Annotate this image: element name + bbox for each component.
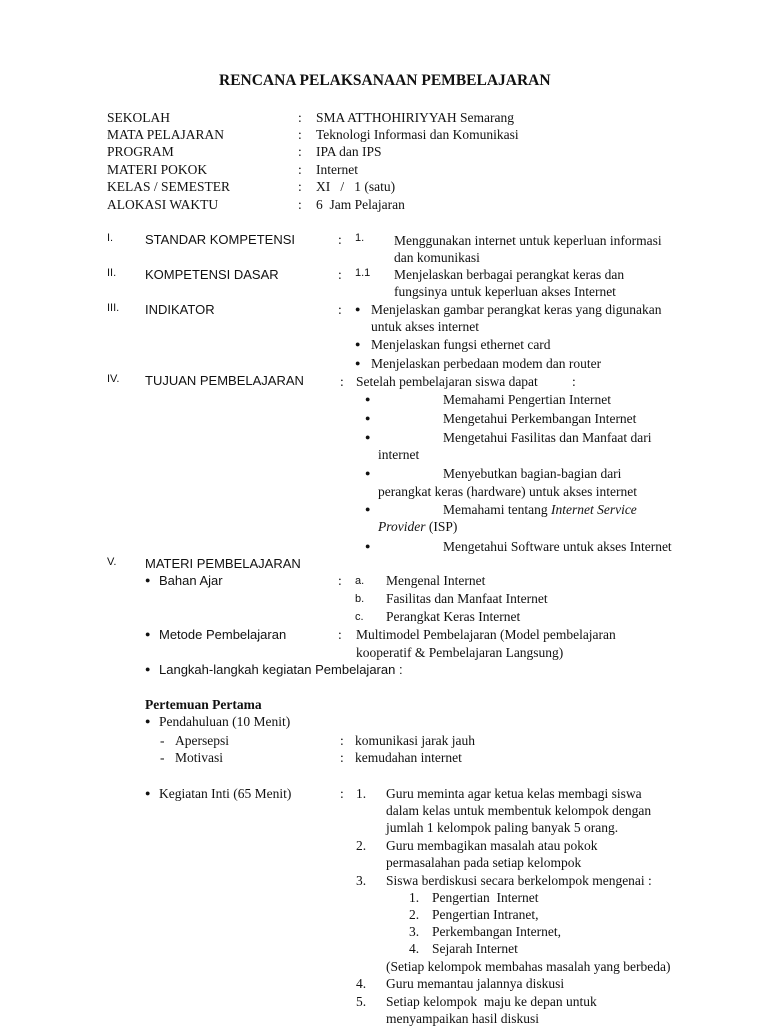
header-value: IPA dan IPS: [316, 144, 382, 159]
header-value: XI / 1 (satu): [316, 179, 396, 194]
separator: :: [340, 733, 344, 748]
topic-number: 3.: [409, 924, 420, 939]
separator: :: [298, 110, 302, 125]
goal-term: Provider: [378, 519, 426, 534]
separator: :: [298, 179, 302, 194]
separator: :: [338, 302, 342, 317]
section-number: IV.: [107, 373, 120, 385]
goal-item: ● Mengetahui Perkembangan Internet: [365, 410, 636, 427]
dash: -: [160, 750, 165, 765]
header-label: MATA PELAJARAN: [107, 127, 225, 142]
separator: :: [572, 374, 576, 389]
header-label: ALOKASI WAKTU: [107, 197, 219, 212]
sub-heading-langkah: ● Langkah-langkah kegiatan Pembelajaran :: [145, 661, 403, 678]
note-text: (Setiap kelompok membahas masalah yang berbeda): [386, 959, 671, 974]
goal-item-continued: perangkat keras (hardware) untuk akses internet: [378, 484, 638, 499]
apersepsi-label: Apersepsi: [175, 733, 229, 748]
kegiatan-inti-heading: ● Kegiatan Inti (65 Menit): [145, 785, 291, 802]
separator: :: [340, 374, 344, 389]
section-number: V.: [107, 556, 117, 568]
step-number: 5.: [356, 994, 367, 1009]
separator: :: [338, 573, 342, 588]
sub-heading-bahan-ajar: ● Bahan Ajar: [145, 572, 223, 589]
pendahuluan-heading: ● Pendahuluan (10 Menit): [145, 713, 290, 730]
goal-term: Internet Service: [550, 502, 637, 517]
topic-number: 1.: [409, 890, 420, 905]
topic-number: 2.: [409, 907, 420, 922]
topic-text: Sejarah Internet: [432, 941, 518, 956]
separator: :: [340, 786, 344, 801]
step-text: menyampaikan hasil diskusi: [386, 1011, 539, 1026]
separator: :: [338, 232, 342, 247]
separator: :: [340, 750, 344, 765]
section-number: I.: [107, 232, 114, 244]
header-value: Teknologi Informasi dan Komunikasi: [316, 127, 519, 142]
apersepsi-value: komunikasi jarak jauh: [355, 733, 475, 748]
separator: :: [338, 627, 342, 642]
step-text: Setiap kelompok maju ke depan untuk: [386, 994, 597, 1009]
motivasi-value: kemudahan internet: [355, 750, 462, 765]
separator: :: [298, 162, 302, 177]
page-title: RENCANA PELAKSANAAN PEMBELAJARAN: [219, 72, 551, 89]
header-label: PROGRAM: [107, 144, 174, 159]
step-text: Guru memantau jalannya diskusi: [386, 976, 565, 991]
section-label: STANDAR KOMPETENSI: [145, 232, 296, 247]
step-number: 3.: [356, 873, 367, 888]
separator: :: [298, 127, 302, 142]
list-item: Mengenal Internet: [386, 573, 486, 588]
goal-item-continued: [378, 518, 457, 535]
goal-item-continued: internet: [378, 447, 420, 462]
intro-text: Setelah pembelajaran siswa dapat: [356, 374, 538, 389]
step-text: Siswa berdiskusi secara berkelompok mengenai :: [386, 873, 652, 888]
step-number: 4.: [356, 976, 367, 991]
topic-text: Perkembangan Internet,: [432, 924, 561, 939]
text-line: fungsinya untuk keperluan akses Internet: [394, 284, 616, 299]
step-number: 2.: [356, 838, 367, 853]
text-line: Menjelaskan berbagai perangkat keras dan: [394, 267, 625, 282]
sub-heading-metode: ● Metode Pembelajaran: [145, 626, 286, 643]
separator: :: [298, 144, 302, 159]
item-number: 1.1: [355, 267, 371, 279]
list-item: Fasilitas dan Manfaat Internet: [386, 591, 548, 606]
step-text: Guru membagikan masalah atau pokok: [386, 838, 598, 853]
goal-item: ● Mengetahui Software untuk akses Internet: [365, 538, 672, 555]
step-text: Guru meminta agar ketua kelas membagi siswa: [386, 786, 642, 801]
separator: :: [298, 197, 302, 212]
item-letter: a.: [355, 575, 365, 587]
step-text: dalam kelas untuk membentuk kelompok dengan: [386, 803, 652, 818]
goal-text: Memahami tentang: [443, 502, 548, 517]
item-number: 1.: [355, 232, 365, 244]
header-label: MATERI POKOK: [107, 162, 208, 177]
header-label: SEKOLAH: [107, 110, 170, 125]
goal-item: ● Menyebutkan bagian-bagian dari: [365, 465, 621, 482]
header-value: SMA ATTHOHIRIYYAH Semarang: [316, 110, 514, 125]
list-item: ● Menjelaskan perbedaan modem dan router: [355, 355, 601, 372]
topic-text: Pengertian Intranet,: [432, 907, 539, 922]
text-line: Menggunakan internet untuk keperluan informasi: [394, 233, 662, 248]
meeting-title: Pertemuan Pertama: [145, 697, 262, 712]
step-text: permasalahan pada setiap kelompok: [386, 855, 582, 870]
topic-text: Pengertian Internet: [432, 890, 539, 905]
list-item: ● Menjelaskan gambar perangkat keras yang digunakan: [355, 301, 662, 318]
goal-item: ● Memahami Pengertian Internet: [365, 391, 611, 408]
section-number: II.: [107, 267, 117, 279]
header-value: Internet: [316, 162, 358, 177]
list-item: ● Menjelaskan fungsi ethernet card: [355, 336, 551, 353]
motivasi-label: Motivasi: [175, 750, 224, 765]
item-letter: c.: [355, 611, 364, 623]
section-label: INDIKATOR: [145, 302, 215, 317]
goal-item: ● Mengetahui Fasilitas dan Manfaat dari: [365, 429, 651, 446]
section-label: MATERI PEMBELAJARAN: [145, 556, 301, 571]
step-text: jumlah 1 kelompok paling banyak 5 orang.: [386, 820, 619, 835]
section-number: III.: [107, 302, 120, 314]
section-label: TUJUAN PEMBELAJARAN: [145, 373, 304, 388]
item-letter: b.: [355, 593, 365, 605]
text-line: dan komunikasi: [394, 250, 480, 265]
text-line: Multimodel Pembelajaran (Model pembelajaran: [356, 627, 616, 642]
list-item: Perangkat Keras Internet: [386, 609, 521, 624]
topic-number: 4.: [409, 941, 420, 956]
header-value: 6 Jam Pelajaran: [316, 197, 405, 212]
list-item-continued: untuk akses internet: [371, 319, 479, 334]
section-label: KOMPETENSI DASAR: [145, 267, 279, 282]
separator: :: [338, 267, 342, 282]
text-line: kooperatif & Pembelajaran Langsung): [356, 645, 564, 660]
goal-text: (ISP): [428, 519, 458, 534]
header-label: KELAS / SEMESTER: [107, 179, 231, 194]
step-number: 1.: [356, 786, 367, 801]
dash: -: [160, 733, 165, 748]
goal-item: [365, 501, 637, 518]
